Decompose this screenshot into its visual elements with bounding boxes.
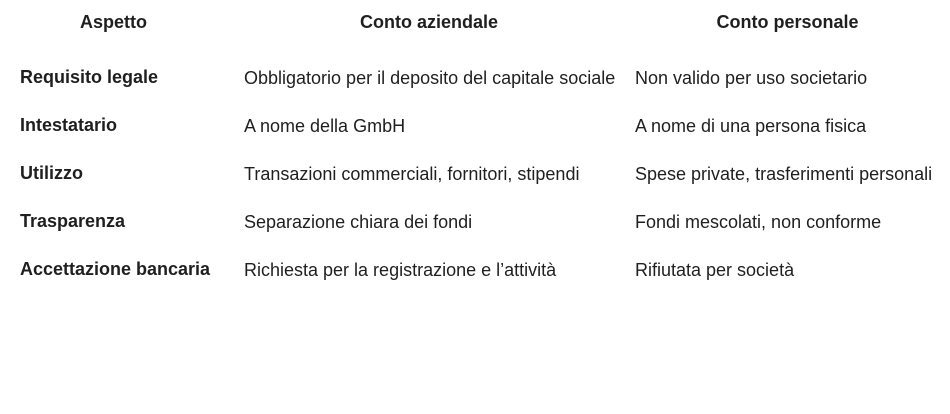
table-row [0, 102, 950, 150]
row-aspect-label: Trasparenza [20, 211, 126, 231]
header-aspect: Aspetto [80, 12, 147, 32]
row-aspect-label: Intestatario [20, 115, 118, 135]
header-business-account: Conto aziendale [359, 12, 498, 32]
row-personal-value: Fondi mescolati, non conforme [635, 212, 882, 232]
row-business-value: Separazione chiara dei fondi [244, 212, 473, 232]
table-row [0, 198, 950, 246]
table-row [0, 46, 950, 102]
row-aspect-label: Utilizzo [20, 163, 83, 183]
row-aspect-label: Requisito legale [20, 67, 159, 87]
row-business-value: A nome della GmbH [244, 116, 406, 136]
table-header [0, 0, 950, 46]
header-row [0, 0, 950, 46]
table-row [0, 150, 950, 198]
row-personal-value: Spese private, trasferimenti personali [635, 164, 933, 184]
row-business-value: Transazioni commerciali, fornitori, stipendi [244, 164, 580, 184]
row-aspect-label: Accettazione bancaria [20, 259, 211, 279]
row-personal-value: Rifiutata per società [635, 260, 795, 280]
table-row [0, 246, 950, 285]
header-personal-account: Conto personale [716, 12, 859, 32]
row-personal-value: A nome di una persona fisica [635, 116, 867, 136]
row-business-value: Obbligatorio per il deposito del capitale sociale [244, 68, 616, 88]
row-business-value: Richiesta per la registrazione e l’attività [244, 260, 557, 280]
table-body [0, 46, 950, 285]
row-personal-value: Non valido per uso societario [635, 68, 868, 88]
